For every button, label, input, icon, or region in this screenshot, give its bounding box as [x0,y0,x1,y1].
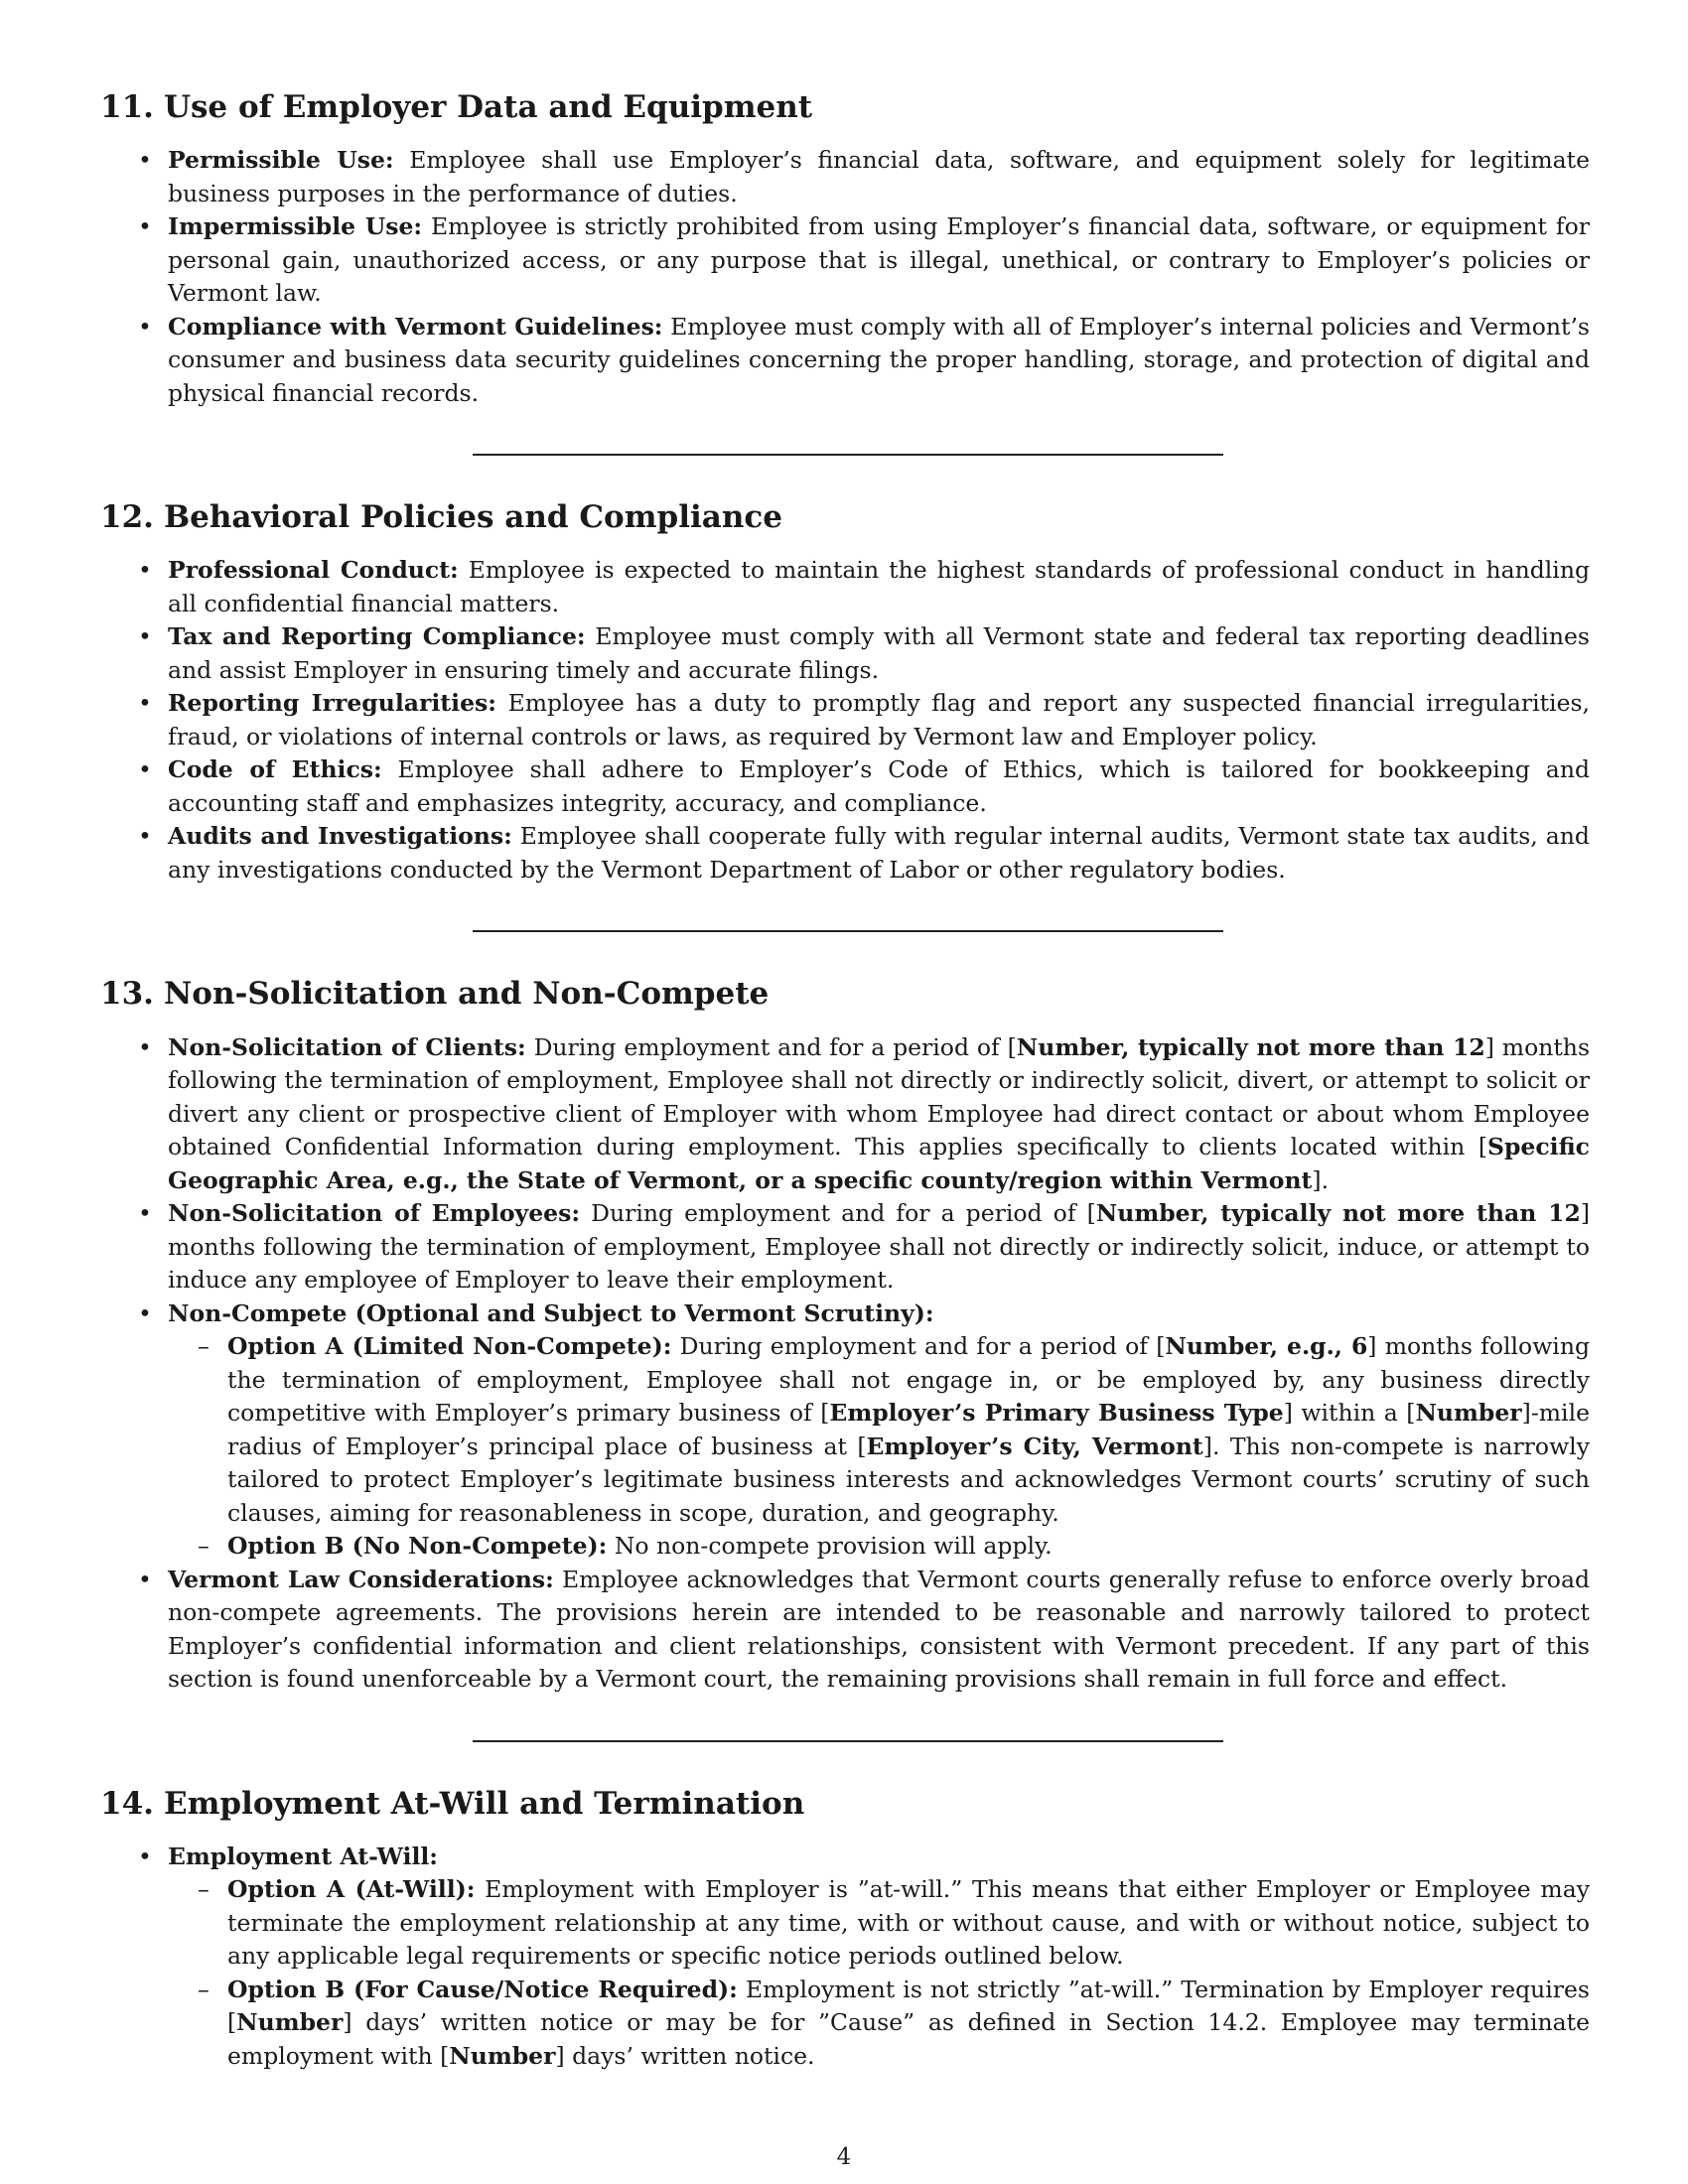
section-heading [100,89,1590,126]
bullet-list [100,1031,1590,1697]
item-text: ] months following the termination of employment, Employee shall not engage in, or be employed by, any business directly competitive with Employer’s primary business of [ [227,1332,1591,1428]
list-item [168,1564,1590,1697]
list-item [168,687,1590,753]
item-text: ] days’ written notice or may be for ”Cause” as defined in Section 14.2. Employee may terminate employment with [ [227,2008,1590,2070]
section-number: 14. [100,1785,154,1822]
section-divider [473,1740,1223,1742]
item-label: Permissible Use: [168,146,394,175]
item-label: Vermont Law Considerations: [168,1565,554,1593]
item-text: Employment is not strictly ”at-will.” Termination by Employer requires [ [227,1975,1590,2037]
item-label: Non-Compete (Optional and Subject to Vermont Scrutiny): [168,1298,934,1327]
list-item [168,1841,1590,2074]
list-item [168,210,1590,311]
list-item [168,554,1590,620]
item-label: Compliance with Vermont Guidelines: [168,312,663,341]
list-item [168,1297,1590,1564]
item-text: Employee must comply with all of Employer’s internal policies and Vermont’s consumer and business data security guidelines concerning the proper handling, storage, and protection of digital and physical financial records. [168,312,1590,407]
item-label: Audits and Investigations: [168,822,512,851]
section-number: 13. [100,976,154,1013]
placeholder-field: Number [1415,1399,1522,1428]
section-heading [100,1786,1590,1823]
list-item [168,620,1590,687]
item-text: During employment and for a period of [ [525,1032,1017,1061]
option-item [227,1873,1590,1974]
option-list [168,1330,1590,1564]
item-text: ]. This non-compete is narrowly tailored to protect Employer’s legitimate business interests and acknowledges Vermont courts’ scrutiny of such clauses, aiming for reasonableness in scope, duration, and geography. [227,1432,1590,1527]
section-number: 11. [100,89,154,125]
item-label: Professional Conduct: [168,556,459,585]
list-item [168,753,1590,820]
placeholder-field: Employer’s Primary Business Type [829,1399,1284,1428]
item-text: Employee is strictly prohibited from using Employer’s financial data, software, or equipment for personal gain, unauthorized access, or any purpose that is illegal, unethical, or contrary to Employer’s policies or Vermont law. [168,212,1590,308]
item-text: Employment with Employer is ”at-will.” This means that either Employer or Employee may terminate the employment relationship at any time, with or without cause, and with or without notice, subject to any applicable legal requirements or specific notice periods outlined below. [227,1875,1590,1971]
option-label: Option A (Limited Non-Compete): [227,1332,672,1361]
placeholder-field: Employer’s City, Vermont [866,1432,1203,1460]
section-14 [100,1786,1590,2074]
placeholder-field: Specific Geographic Area, e.g., the State of Vermont, or a specific county/region within Vermont [168,1133,1590,1194]
document-page [100,89,1590,2073]
item-text: No non-compete provision will apply. [607,1532,1053,1561]
item-text: ] months following the termination of employment, Employee shall not directly or indirectly solicit, induce, or attempt to induce any employee of Employer to leave their employment. [168,1199,1590,1295]
bullet-list [100,554,1590,887]
item-text: During employment and for a period of [ [671,1332,1166,1361]
item-text: Employee shall use Employer’s financial data, software, and equipment solely for legitimate business purposes in the performance of duties. [168,146,1590,207]
item-text: Employee shall cooperate fully with regular internal audits, Vermont state tax audits, and any investigations conducted by the Vermont Department of Labor or other regulatory bodies. [168,822,1590,884]
option-item [227,1330,1590,1530]
item-label: Impermissible Use: [168,212,423,241]
item-text: ]. [1312,1165,1330,1194]
option-label: Option A (At-Will): [227,1875,476,1904]
list-item [168,1197,1590,1297]
placeholder-field: Number, typically not more than 12 [1016,1032,1485,1061]
item-label: Tax and Reporting Compliance: [168,622,586,651]
item-label: Reporting Irregularities: [168,689,496,718]
list-item [168,144,1590,210]
item-text: ] months following the termination of employment, Employee shall not directly or indirectly solicit, divert, or attempt to solicit or divert any client or prospective client of Employer with whom Employee had direct contact or about whom Employee obtained Confidential Information during employment. This applies specifically to clients located within [ [168,1032,1591,1161]
section-11 [100,89,1590,410]
section-title: Behavioral Policies and Compliance [163,499,782,536]
section-heading [100,499,1590,536]
option-label: Option B (For Cause/Notice Required): [227,1975,738,2003]
section-divider [473,930,1223,932]
placeholder-field: Number [449,2041,556,2070]
list-item [168,1031,1590,1198]
item-text: Employee shall adhere to Employer’s Code of Ethics, which is tailored for bookkeeping and accounting staff and emphasizes integrity, accuracy, and compliance. [168,755,1590,817]
option-item [227,1530,1590,1564]
section-number: 12. [100,499,154,536]
item-label: Non-Solicitation of Clients: [168,1032,526,1061]
item-label: Code of Ethics: [168,755,382,784]
list-item [168,311,1590,411]
item-text: ]-mile radius of Employer’s principal place of business at [ [227,1399,1590,1460]
item-text: During employment and for a period of [ [580,1199,1096,1228]
option-list [168,1873,1590,2073]
item-text: Employee has a duty to promptly flag and report any suspected financial irregularities, fraud, or violations of internal controls or laws, as required by Vermont law and Employer policy. [168,689,1591,751]
item-label: Non-Solicitation of Employees: [168,1199,581,1228]
placeholder-field: Number [236,2008,344,2037]
section-12 [100,499,1590,887]
section-13 [100,976,1590,1696]
bullet-list [100,144,1590,410]
item-text: ] days’ written notice. [555,2041,815,2070]
item-text: Employee is expected to maintain the highest standards of professional conduct in handling all confidential financial matters. [168,556,1591,617]
section-divider [473,454,1223,456]
list-item [168,820,1590,887]
bullet-list [100,1841,1590,2074]
item-label: Employment At-Will: [168,1842,438,1870]
item-text: Employee must comply with all Vermont state and federal tax reporting deadlines and assist Employer in ensuring timely and accurate filings. [168,622,1590,684]
placeholder-field: Number, e.g., 6 [1165,1332,1368,1361]
option-item [227,1974,1590,2074]
placeholder-field: Number, typically not more than 12 [1095,1199,1581,1228]
item-text: ] within a [ [1283,1399,1416,1428]
section-title: Non-Solicitation and Non-Compete [163,976,770,1013]
section-title: Employment At-Will and Termination [163,1785,805,1822]
section-title: Use of Employer Data and Equipment [163,89,813,125]
page-number: 4 [836,2144,852,2170]
section-heading [100,976,1590,1013]
item-text: Employee acknowledges that Vermont courts generally refuse to enforce overly broad non-compete agreements. The provisions herein are intended to be reasonable and narrowly tailored to protect Employer’s confidential information and client relationships, consistent with Vermont precedent. If any part of this section is found unenforceable by a Vermont court, the remaining provisions shall remain in full force and effect. [168,1565,1590,1694]
option-label: Option B (No Non-Compete): [227,1532,608,1561]
